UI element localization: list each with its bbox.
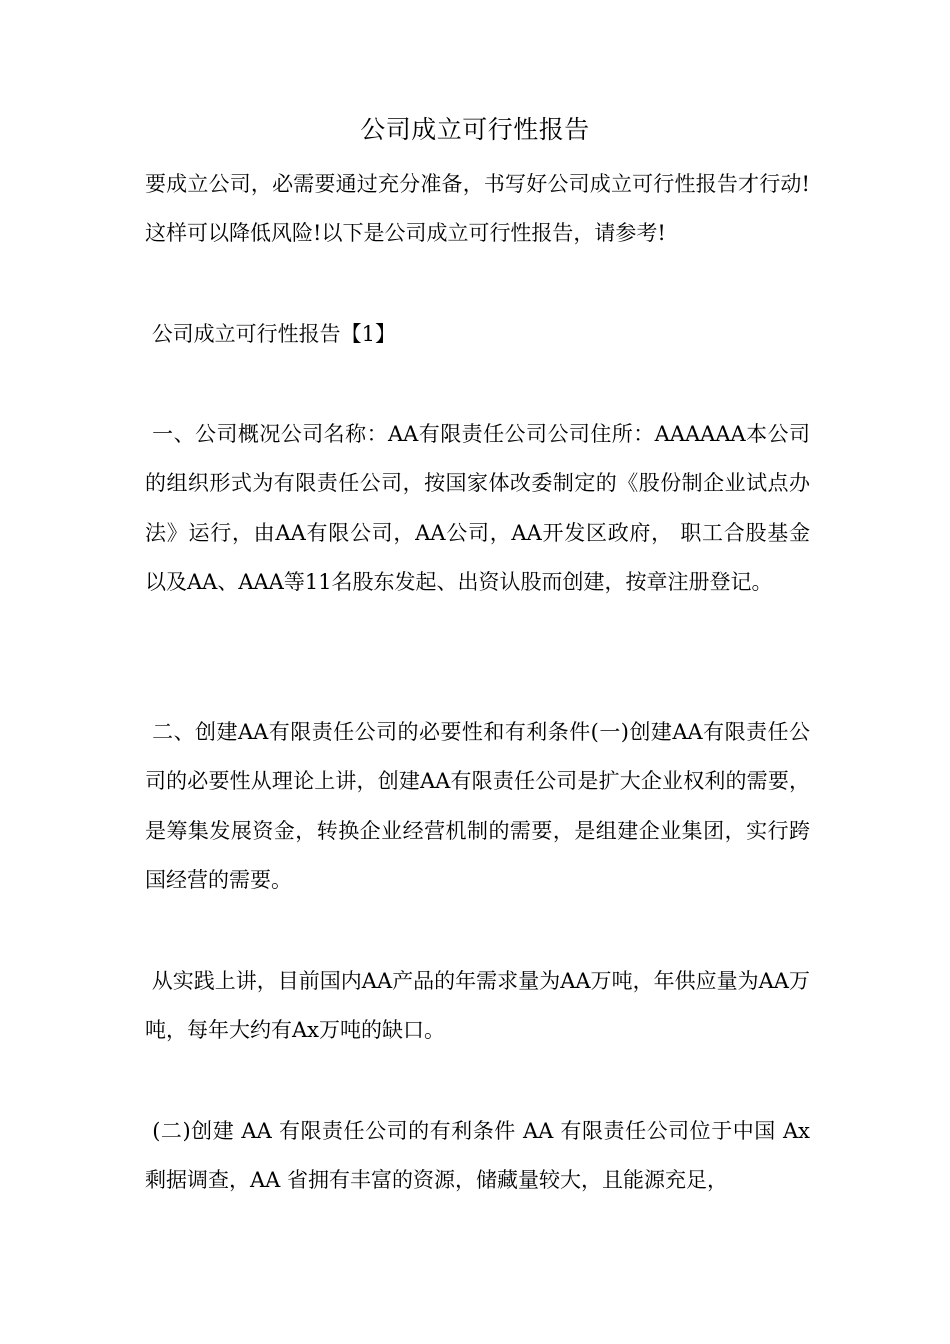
- page-title: 公司成立可行性报告: [360, 115, 590, 144]
- section-heading: 公司成立可行性报告【1】: [145, 322, 397, 346]
- body-paragraph-necessity: 二、创建AA有限责任公司的必要性和有利条件(一)创建AA有限责任公司的必要性从理论上讲，创建AA有限责任公司是扩大企业权利的需要，是筹集发展资金，转换企业经营机制的需要，是组建企业集团，实行跨国经营的需要。: [145, 720, 810, 892]
- body-paragraph-practice: 从实践上讲，目前国内AA产品的年需求量为AA万吨，年供应量为AA万吨，每年大约有Ax万吨的缺口。: [145, 969, 810, 1043]
- body-paragraph-company-overview: 一、公司概况公司名称：AA有限责任公司公司住所：AAAAAA本公司的组织形式为有限责任公司，按国家体改委制定的《股份制企业试点办法》运行，由AA有限公司，AA公司，AA开发区政府， 职工合股基金 以及AA、AAA等11名股东发起、出资认股而创建，按章注册登记。: [145, 422, 817, 594]
- body-paragraph-favorable-conditions: (二)创建 AA 有限责任公司的有利条件 AA 有限责任公司位于中国 Ax 剩据调查，AA 省拥有丰富的资源，储藏量较大，且能源充足，: [145, 1119, 817, 1193]
- intro-paragraph: 要成立公司，必需要通过充分准备，书写好公司成立可行性报告才行动!这样可以降低风险!以下是公司成立可行性报告，请参考!: [145, 172, 810, 246]
